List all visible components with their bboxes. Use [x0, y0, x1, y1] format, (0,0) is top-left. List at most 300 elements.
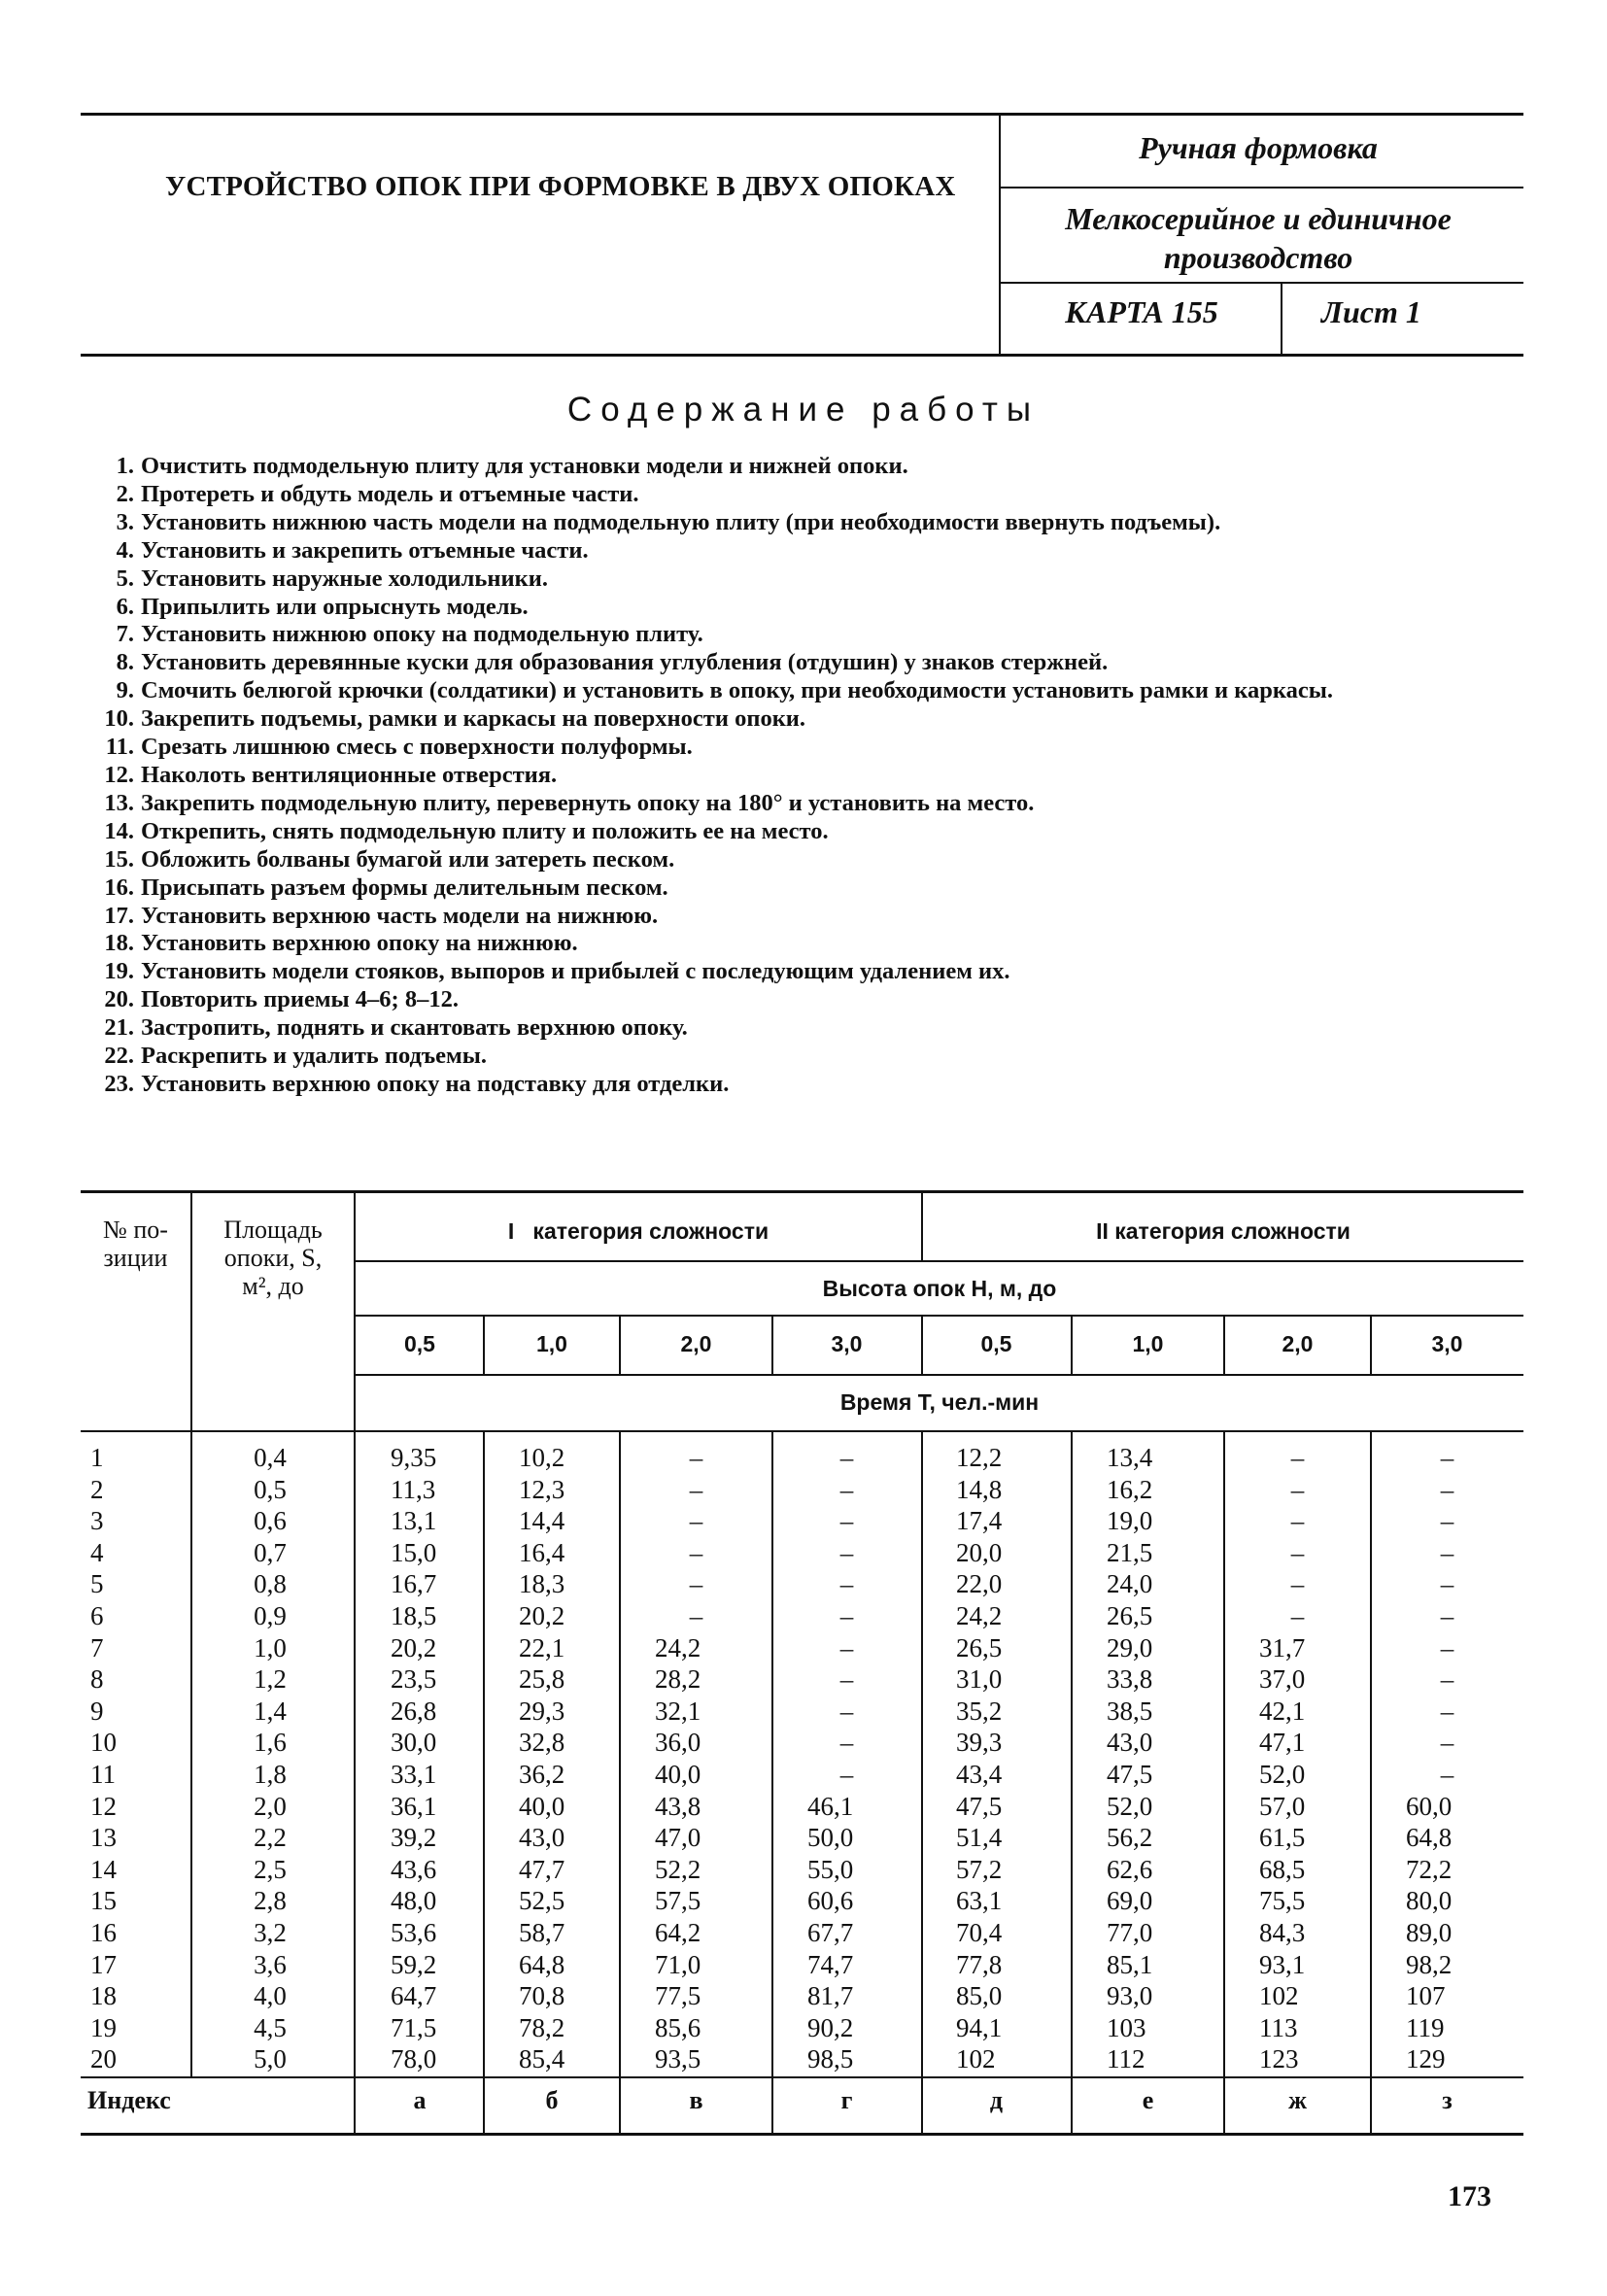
- position-cell: 19: [90, 2012, 117, 2042]
- time-cell: 61,5: [1259, 1823, 1306, 1853]
- time-cell: 119: [1406, 2012, 1445, 2042]
- time-cell: 80,0: [1406, 1886, 1453, 1916]
- position-cell: 6: [90, 1601, 104, 1630]
- time-cell: 13,4: [1107, 1443, 1153, 1472]
- time-cell: 69,0: [1107, 1886, 1153, 1916]
- height-header-cell: 2,0: [680, 1331, 712, 1356]
- step-number: 8.: [116, 649, 134, 676]
- position-cell: 17: [90, 1949, 117, 1979]
- time-cell: –: [1290, 1569, 1305, 1599]
- time-cell: –: [1290, 1601, 1305, 1630]
- position-cell: 10: [90, 1728, 117, 1758]
- time-cell: 93,0: [1107, 1981, 1153, 2011]
- position-cell: 1: [90, 1443, 104, 1472]
- area-cell: 2,8: [254, 1886, 287, 1916]
- time-cell: 26,5: [1107, 1601, 1153, 1630]
- time-cell: –: [689, 1506, 703, 1536]
- position-cell: 15: [90, 1886, 117, 1916]
- time-cell: 11,3: [391, 1474, 436, 1504]
- step-number: 2.: [116, 480, 134, 507]
- time-cell: –: [1290, 1506, 1305, 1536]
- area-cell: 0,4: [254, 1443, 287, 1472]
- step-number: 3.: [116, 508, 134, 535]
- time-cell: 60,6: [807, 1886, 854, 1916]
- time-cell: –: [1290, 1537, 1305, 1567]
- time-cell: 94,1: [956, 2012, 1003, 2042]
- time-cell: 14,4: [519, 1506, 565, 1536]
- time-cell: 63,1: [956, 1886, 1003, 1916]
- time-cell: 52,0: [1107, 1791, 1153, 1821]
- step-text: Присыпать разъем формы делительным песком.: [141, 874, 668, 901]
- time-cell: 13,1: [391, 1506, 437, 1536]
- index-label: Индекс: [87, 2086, 171, 2114]
- step-number: 21.: [104, 1014, 134, 1042]
- step-text: Смочить белюгой крючки (солдатики) и установить в опоку, при необходимости установить рамки и каркасы.: [141, 677, 1334, 704]
- area-cell: 1,8: [254, 1760, 287, 1789]
- time-cell: 43,0: [519, 1823, 565, 1853]
- time-cell: 17,4: [956, 1506, 1003, 1536]
- step-text: Наколоть вентиляционные отверстия.: [141, 761, 558, 788]
- time-cell: 43,4: [956, 1760, 1003, 1789]
- step-number: 10.: [104, 705, 134, 733]
- index-cell: д: [989, 2086, 1004, 2114]
- time-cell: 129: [1406, 2044, 1446, 2074]
- step-number: 23.: [104, 1070, 134, 1097]
- step-item: [97, 705, 1535, 734]
- height-header-cell: 2,0: [1282, 1331, 1314, 1356]
- time-cell: 78,2: [519, 2012, 565, 2042]
- step-number: 20.: [104, 986, 134, 1013]
- time-cell: –: [1440, 1569, 1454, 1599]
- time-cell: –: [839, 1696, 854, 1726]
- position-cell: 7: [90, 1632, 104, 1662]
- time-cell: 70,4: [956, 1918, 1003, 1947]
- time-cell: 29,0: [1107, 1632, 1153, 1662]
- index-cell: а: [413, 2086, 427, 2114]
- time-cell: 72,2: [1406, 1854, 1453, 1884]
- step-item: [97, 1014, 1535, 1043]
- time-cell: 47,0: [655, 1823, 701, 1853]
- step-number: 14.: [104, 817, 134, 844]
- step-item: [97, 986, 1535, 1014]
- step-number: 13.: [104, 789, 134, 816]
- index-cell: г: [840, 2086, 853, 2114]
- header-category-2: II категория сложности: [1096, 1218, 1351, 1244]
- table-row: [0, 1917, 1607, 1948]
- index-cell: з: [1442, 2086, 1453, 2114]
- step-text: Повторить приемы 4–6; 8–12.: [141, 986, 459, 1013]
- step-item: [97, 649, 1535, 677]
- time-cell: 22,0: [956, 1569, 1003, 1599]
- time-cell: 32,1: [655, 1696, 701, 1726]
- time-cell: 19,0: [1107, 1506, 1153, 1536]
- table-row: [0, 1822, 1607, 1853]
- time-cell: 24,2: [956, 1601, 1003, 1630]
- position-cell: 2: [90, 1474, 104, 1504]
- production-line-2: производство: [1163, 240, 1353, 275]
- position-cell: 8: [90, 1664, 104, 1695]
- position-cell: 13: [90, 1823, 117, 1853]
- area-cell: 4,0: [254, 1981, 287, 2011]
- step-number: 16.: [104, 874, 134, 901]
- production-label: [1001, 199, 1516, 277]
- height-header-cell: 0,5: [404, 1331, 435, 1356]
- time-cell: 24,0: [1107, 1569, 1153, 1599]
- table-row: [0, 1854, 1607, 1885]
- step-number: 7.: [116, 621, 134, 648]
- table-rule-height: [356, 1315, 1523, 1317]
- position-cell: 9: [90, 1696, 104, 1726]
- time-cell: 20,2: [519, 1601, 565, 1630]
- time-cell: 77,8: [956, 1949, 1003, 1979]
- step-item: [97, 874, 1535, 903]
- time-cell: 31,7: [1259, 1632, 1306, 1662]
- time-cell: 20,2: [391, 1632, 437, 1662]
- time-cell: 107: [1406, 1981, 1446, 2011]
- time-cell: 26,5: [956, 1632, 1003, 1662]
- table-row: [0, 1696, 1607, 1727]
- time-cell: –: [839, 1601, 854, 1630]
- step-number: 17.: [104, 902, 134, 929]
- area-cell: 0,8: [254, 1569, 287, 1599]
- table-row: [0, 1505, 1607, 1536]
- step-text: Очистить подмодельную плиту для установки модели и нижней опоки.: [141, 453, 908, 479]
- time-cell: 40,0: [655, 1760, 701, 1789]
- step-text: Установить модели стояков, выпоров и прибылей с последующим удалением их.: [141, 958, 1010, 985]
- time-cell: 29,3: [519, 1696, 565, 1726]
- table-row: [0, 1568, 1607, 1599]
- time-cell: –: [839, 1569, 854, 1599]
- time-cell: 14,8: [956, 1474, 1003, 1504]
- time-cell: 30,0: [391, 1728, 437, 1758]
- index-cell: ж: [1288, 2086, 1307, 2114]
- step-item: [97, 762, 1535, 790]
- time-cell: 48,0: [391, 1886, 437, 1916]
- time-cell: –: [839, 1537, 854, 1567]
- step-item: [97, 846, 1535, 874]
- position-cell: 16: [90, 1918, 117, 1947]
- time-cell: 56,2: [1107, 1823, 1153, 1853]
- step-item: [97, 903, 1535, 931]
- area-cell: 1,6: [254, 1728, 287, 1758]
- time-cell: –: [839, 1664, 854, 1695]
- header-area-line-3: м², до: [242, 1272, 304, 1300]
- step-number: 12.: [104, 761, 134, 788]
- time-cell: –: [839, 1632, 854, 1662]
- step-text: Установить и закрепить отъемные части.: [141, 536, 589, 564]
- time-cell: 51,4: [956, 1823, 1003, 1853]
- index-cell: б: [545, 2086, 559, 2114]
- header-position-line-2: зиции: [103, 1244, 168, 1272]
- index-cell: в: [689, 2086, 703, 2114]
- table-row: [0, 1949, 1607, 1980]
- time-cell: 85,4: [519, 2044, 565, 2074]
- step-item: [97, 1043, 1535, 1071]
- time-cell: 68,5: [1259, 1854, 1306, 1884]
- step-item: [97, 790, 1535, 818]
- height-header-cell: 1,0: [1132, 1331, 1164, 1356]
- area-cell: 1,2: [254, 1664, 287, 1695]
- time-cell: –: [839, 1506, 854, 1536]
- time-cell: 33,8: [1107, 1664, 1153, 1695]
- page-number: 173: [1448, 2180, 1491, 2212]
- area-cell: 2,2: [254, 1823, 287, 1853]
- time-cell: –: [1440, 1632, 1454, 1662]
- time-cell: –: [1440, 1728, 1454, 1758]
- area-cell: 0,7: [254, 1537, 287, 1567]
- position-cell: 11: [90, 1760, 116, 1789]
- time-cell: –: [689, 1569, 703, 1599]
- time-cell: 103: [1107, 2012, 1146, 2042]
- step-text: Протереть и обдуть модель и отъемные части.: [141, 480, 639, 507]
- header-height: Высота опок Н, м, до: [822, 1276, 1057, 1301]
- time-cell: 62,6: [1107, 1854, 1153, 1884]
- time-cell: 43,8: [655, 1791, 701, 1821]
- time-cell: –: [1440, 1664, 1454, 1695]
- header-top-rule: [81, 113, 1523, 116]
- time-cell: 52,5: [519, 1886, 565, 1916]
- time-cell: 16,4: [519, 1537, 565, 1567]
- time-cell: –: [1440, 1696, 1454, 1726]
- time-cell: –: [1440, 1760, 1454, 1789]
- step-text: Установить верхнюю часть модели на нижнюю.: [141, 902, 659, 929]
- time-cell: 47,5: [956, 1791, 1003, 1821]
- step-text: Установить верхнюю опоку на нижнюю.: [141, 930, 578, 957]
- time-cell: 112: [1107, 2044, 1145, 2074]
- time-cell: 60,0: [1406, 1791, 1453, 1821]
- table-row: [0, 1980, 1607, 2011]
- time-cell: 77,0: [1107, 1918, 1153, 1947]
- time-cell: –: [1440, 1537, 1454, 1567]
- step-number: 6.: [116, 593, 134, 620]
- step-text: Открепить, снять подмодельную плиту и положить ее на место.: [141, 817, 829, 844]
- step-item: [97, 958, 1535, 986]
- time-cell: 12,2: [956, 1443, 1003, 1472]
- time-cell: 57,2: [956, 1854, 1003, 1884]
- table-row: [0, 1474, 1607, 1505]
- step-text: Срезать лишнюю смесь с поверхности полуформы.: [141, 734, 693, 761]
- time-cell: 85,1: [1107, 1949, 1153, 1979]
- time-cell: 70,8: [519, 1981, 565, 2011]
- height-header-cell: 3,0: [831, 1331, 863, 1356]
- step-number: 4.: [116, 536, 134, 564]
- area-cell: 3,6: [254, 1949, 287, 1979]
- table-row: [0, 1537, 1607, 1568]
- time-cell: 23,5: [391, 1664, 437, 1695]
- position-cell: 5: [90, 1569, 104, 1599]
- step-number: 22.: [104, 1043, 134, 1070]
- time-cell: 57,5: [655, 1886, 701, 1916]
- step-item: [97, 930, 1535, 958]
- time-cell: –: [839, 1760, 854, 1789]
- step-text: Припылить или опрыснуть модель.: [141, 593, 529, 620]
- time-cell: 47,5: [1107, 1760, 1153, 1789]
- time-cell: 18,5: [391, 1601, 437, 1630]
- time-cell: 64,8: [519, 1949, 565, 1979]
- time-cell: –: [1440, 1506, 1454, 1536]
- step-item: [97, 677, 1535, 705]
- time-cell: 46,1: [807, 1791, 854, 1821]
- time-cell: –: [689, 1443, 703, 1472]
- steps-list: [97, 453, 1535, 1099]
- time-cell: 40,0: [519, 1791, 565, 1821]
- step-item: [97, 594, 1535, 622]
- table-top-rule: [81, 1190, 1523, 1193]
- header-position-line-1: № по-: [103, 1216, 168, 1244]
- time-cell: 20,0: [956, 1537, 1003, 1567]
- area-cell: 3,2: [254, 1918, 287, 1947]
- time-cell: 85,6: [655, 2012, 701, 2042]
- header-time: Время Т, чел.-мин: [839, 1389, 1040, 1415]
- table-bottom-rule: [81, 2133, 1523, 2136]
- header-category-1: I категория сложности: [507, 1218, 769, 1244]
- time-cell: 28,2: [655, 1664, 701, 1695]
- step-number: 11.: [105, 734, 134, 761]
- time-cell: 52,0: [1259, 1760, 1306, 1789]
- time-cell: –: [1290, 1474, 1305, 1504]
- time-cell: 59,2: [391, 1949, 437, 1979]
- time-cell: 42,1: [1259, 1696, 1306, 1726]
- header-position: [81, 1216, 190, 1272]
- step-text: Установить наружные холодильники.: [141, 565, 548, 592]
- table-row: [0, 1632, 1607, 1663]
- time-cell: 36,2: [519, 1760, 565, 1789]
- position-cell: 3: [90, 1506, 104, 1536]
- time-cell: 18,3: [519, 1569, 565, 1599]
- time-cell: 57,0: [1259, 1791, 1306, 1821]
- time-cell: 71,5: [391, 2012, 437, 2042]
- header-area-line-2: опоки, S,: [223, 1244, 323, 1272]
- step-text: Установить деревянные куски для образования углубления (отдушин) у знаков стержней.: [141, 649, 1109, 676]
- time-cell: 67,7: [807, 1918, 854, 1947]
- time-cell: 22,1: [519, 1632, 565, 1662]
- step-text: Установить нижнюю часть модели на подмодельную плиту (при необходимости ввернуть подъемы).: [141, 508, 1221, 535]
- table-row: [0, 1885, 1607, 1916]
- time-cell: –: [839, 1728, 854, 1758]
- step-item: [97, 537, 1535, 565]
- step-number: 9.: [116, 677, 134, 704]
- production-line-1: Мелкосерийное и единичное: [1065, 201, 1452, 236]
- time-cell: 35,2: [956, 1696, 1003, 1726]
- step-number: 1.: [116, 453, 134, 479]
- time-cell: 50,0: [807, 1823, 854, 1853]
- time-cell: 43,6: [391, 1854, 437, 1884]
- time-cell: 55,0: [807, 1854, 854, 1884]
- time-cell: 98,5: [807, 2044, 854, 2074]
- method-label: Ручная формовка: [1139, 130, 1378, 165]
- step-text: Застропить, поднять и скантовать верхнюю опоку.: [141, 1014, 688, 1042]
- time-cell: 32,8: [519, 1728, 565, 1758]
- time-cell: 36,0: [655, 1728, 701, 1758]
- time-cell: 78,0: [391, 2044, 437, 2074]
- step-number: 19.: [104, 958, 134, 985]
- time-cell: 84,3: [1259, 1918, 1306, 1947]
- card-number: КАРТА 155: [1065, 294, 1218, 329]
- content-heading: Содержание работы: [566, 391, 1041, 428]
- step-item: [97, 734, 1535, 762]
- time-cell: 58,7: [519, 1918, 565, 1947]
- header-area: [192, 1216, 354, 1300]
- time-cell: 24,2: [655, 1632, 701, 1662]
- time-cell: –: [839, 1443, 854, 1472]
- time-cell: 52,2: [655, 1854, 701, 1884]
- time-cell: 102: [956, 2044, 996, 2074]
- time-cell: 47,7: [519, 1854, 565, 1884]
- time-cell: 10,2: [519, 1443, 565, 1472]
- time-cell: 43,0: [1107, 1728, 1153, 1758]
- time-cell: –: [689, 1474, 703, 1504]
- step-text: Раскрепить и удалить подъемы.: [141, 1043, 487, 1070]
- step-item: [97, 818, 1535, 846]
- time-cell: 36,1: [391, 1791, 437, 1821]
- position-cell: 12: [90, 1791, 117, 1821]
- time-cell: 74,7: [807, 1949, 854, 1979]
- time-cell: 93,5: [655, 2044, 701, 2074]
- time-cell: 64,8: [1406, 1823, 1453, 1853]
- table-row: [0, 1600, 1607, 1631]
- time-cell: 25,8: [519, 1664, 565, 1695]
- time-cell: 71,0: [655, 1949, 701, 1979]
- step-text: Установить верхнюю опоку на подставку для отделки.: [141, 1070, 730, 1097]
- time-cell: 16,7: [391, 1569, 437, 1599]
- position-cell: 4: [90, 1537, 104, 1567]
- step-number: 15.: [104, 845, 134, 873]
- time-cell: –: [689, 1537, 703, 1567]
- time-cell: 12,3: [519, 1474, 565, 1504]
- table-row: [0, 1791, 1607, 1822]
- step-text: Закрепить подмодельную плиту, перевернуть опоку на 180° и установить на место.: [141, 789, 1035, 816]
- time-cell: 113: [1259, 2012, 1298, 2042]
- table-row: [0, 1442, 1607, 1473]
- step-item: [97, 481, 1535, 509]
- header-area-line-1: Площадь: [223, 1216, 323, 1244]
- time-cell: –: [1290, 1443, 1305, 1472]
- table-rule-cat: [356, 1260, 1523, 1262]
- time-cell: 38,5: [1107, 1696, 1153, 1726]
- table-body-bottom-rule: [81, 2076, 1523, 2078]
- sheet-number: Лист 1: [1321, 294, 1421, 329]
- time-cell: –: [689, 1601, 703, 1630]
- header-rule-1: [1001, 187, 1523, 188]
- time-cell: 33,1: [391, 1760, 437, 1789]
- step-item: [97, 1071, 1535, 1099]
- time-cell: 64,2: [655, 1918, 701, 1947]
- table-row: [0, 1663, 1607, 1695]
- header-bottom-rule: [81, 354, 1523, 357]
- time-cell: 64,7: [391, 1981, 437, 2011]
- time-cell: –: [1440, 1601, 1454, 1630]
- step-item: [97, 453, 1535, 481]
- time-cell: 39,2: [391, 1823, 437, 1853]
- time-cell: 9,35: [391, 1443, 437, 1472]
- area-cell: 4,5: [254, 2012, 287, 2042]
- header-rule-2: [1001, 282, 1523, 284]
- table-row: [0, 2043, 1607, 2074]
- step-item: [97, 509, 1535, 537]
- time-cell: 98,2: [1406, 1949, 1453, 1979]
- time-cell: 75,5: [1259, 1886, 1306, 1916]
- time-cell: 37,0: [1259, 1664, 1306, 1695]
- index-cell: е: [1142, 2086, 1154, 2114]
- step-text: Закрепить подъемы, рамки и каркасы на поверхности опоки.: [141, 705, 806, 733]
- time-cell: –: [1440, 1443, 1454, 1472]
- height-header-cell: 3,0: [1431, 1331, 1463, 1356]
- time-cell: 21,5: [1107, 1537, 1153, 1567]
- time-cell: 39,3: [956, 1728, 1003, 1758]
- time-cell: 26,8: [391, 1696, 437, 1726]
- time-cell: 16,2: [1107, 1474, 1153, 1504]
- step-number: 5.: [116, 565, 134, 592]
